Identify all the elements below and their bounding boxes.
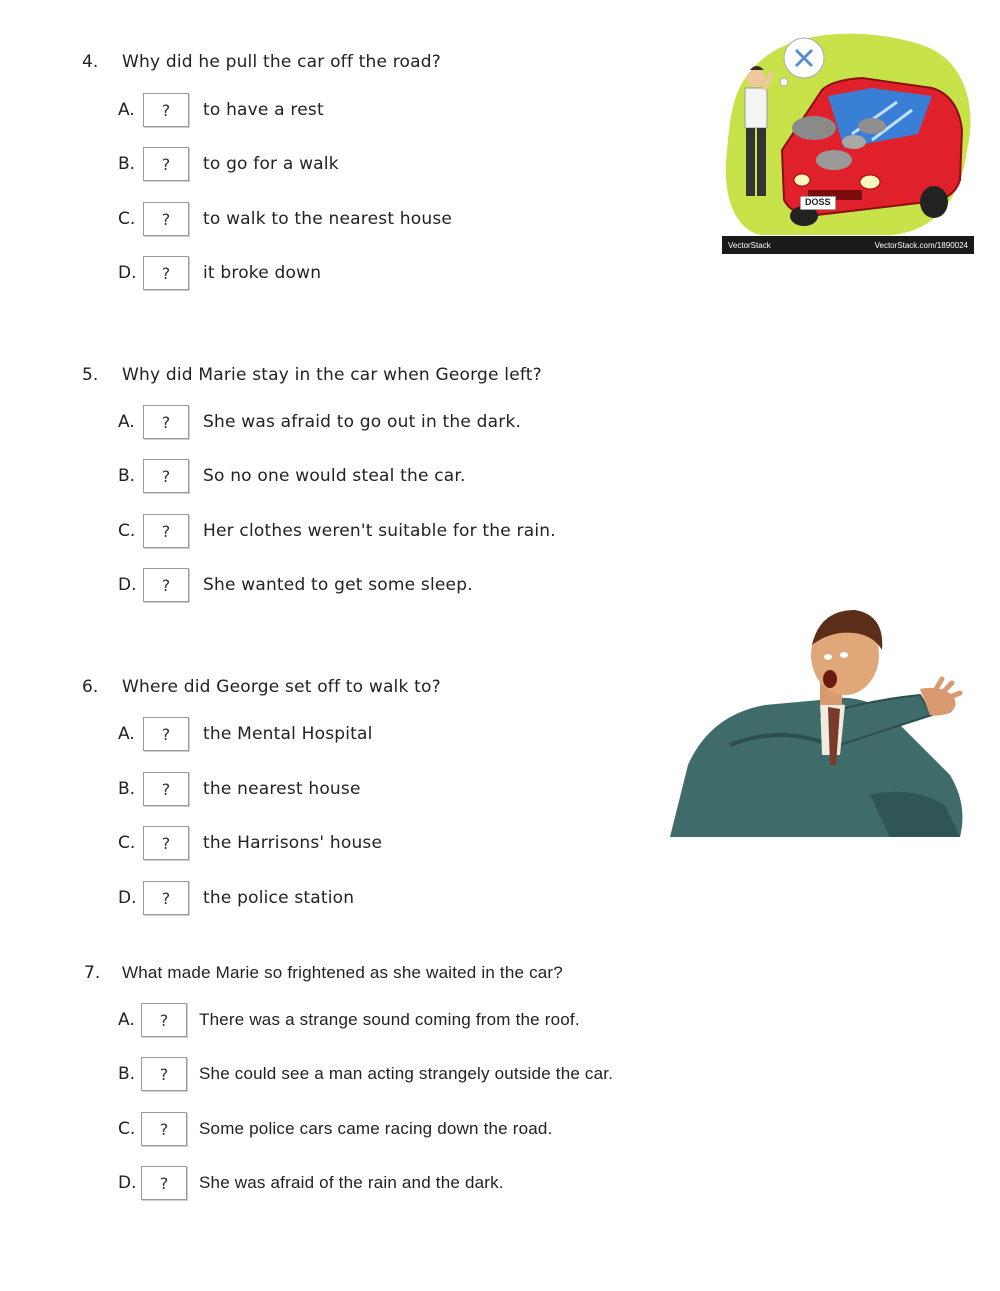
answer-box-q7-d[interactable]: ? (141, 1166, 187, 1200)
option-text: to go for a walk (203, 154, 339, 174)
question-text: What made Marie so frightened as she waited in the car? (122, 963, 563, 982)
question-text: Why did Marie stay in the car when George left? (122, 365, 542, 385)
question-number: 7. (84, 963, 101, 983)
broken-car-image (722, 30, 974, 254)
frightened-man-illustration (670, 605, 968, 837)
option-text: There was a strange sound coming from the roof. (199, 1010, 580, 1029)
watermark-bar (722, 236, 974, 254)
option-text: Her clothes weren't suitable for the rain. (203, 521, 556, 541)
answer-box-q6-b[interactable]: ? (143, 772, 189, 806)
answer-box-q7-c[interactable]: ? (141, 1112, 187, 1146)
broken-car-illustration (722, 30, 974, 254)
answer-box-q6-c[interactable]: ? (143, 826, 189, 860)
option-letter: B. (118, 779, 136, 799)
answer-box-q5-b[interactable]: ? (143, 459, 189, 493)
answer-box-q5-a[interactable]: ? (143, 405, 189, 439)
option-letter: B. (118, 1064, 136, 1084)
option-text: She was afraid to go out in the dark. (203, 412, 522, 432)
question-number: 4. (82, 52, 99, 72)
answer-box-q5-d[interactable]: ? (143, 568, 189, 602)
answer-box-q7-b[interactable]: ? (141, 1057, 187, 1091)
license-plate-text: DOSS (805, 197, 831, 207)
question-number: 6. (82, 677, 99, 697)
option-text: Some police cars came racing down the road. (199, 1119, 553, 1138)
option-letter: D. (118, 575, 137, 595)
option-letter: D. (118, 1173, 137, 1193)
answer-box-q5-c[interactable]: ? (143, 514, 189, 548)
option-letter: B. (118, 154, 136, 174)
option-text: the Mental Hospital (203, 724, 373, 744)
watermark-url: VectorStack.com/1890024 (874, 240, 968, 250)
option-text: it broke down (203, 263, 322, 283)
answer-box-q6-d[interactable]: ? (143, 881, 189, 915)
option-text: She was afraid of the rain and the dark. (199, 1173, 504, 1192)
option-letter: C. (118, 833, 136, 853)
answer-box-q4-c[interactable]: ? (143, 202, 189, 236)
option-letter: C. (118, 1119, 136, 1139)
option-letter: A. (118, 724, 135, 744)
option-letter: B. (118, 466, 136, 486)
option-text: the Harrisons' house (203, 833, 383, 853)
option-text: the police station (203, 888, 355, 908)
option-text: to have a rest (203, 100, 324, 120)
option-letter: D. (118, 888, 137, 908)
option-text: the nearest house (203, 779, 361, 799)
option-letter: D. (118, 263, 137, 283)
answer-box-q7-a[interactable]: ? (141, 1003, 187, 1037)
option-letter: C. (118, 209, 136, 229)
question-text: Where did George set off to walk to? (122, 677, 441, 697)
answer-box-q6-a[interactable]: ? (143, 717, 189, 751)
option-text: So no one would steal the car. (203, 466, 466, 486)
watermark-logo: VectorStack (728, 240, 771, 250)
answer-box-q4-a[interactable]: ? (143, 93, 189, 127)
option-letter: A. (118, 100, 135, 120)
option-text: She wanted to get some sleep. (203, 575, 473, 595)
question-number: 5. (82, 365, 99, 385)
answer-box-q4-d[interactable]: ? (143, 256, 189, 290)
option-letter: A. (118, 412, 135, 432)
question-text: Why did he pull the car off the road? (122, 52, 441, 72)
option-text: to walk to the nearest house (203, 209, 453, 229)
option-letter: A. (118, 1010, 135, 1030)
frightened-man-image (670, 605, 968, 837)
answer-box-q4-b[interactable]: ? (143, 147, 189, 181)
option-text: She could see a man acting strangely outside the car. (199, 1064, 614, 1083)
option-letter: C. (118, 521, 136, 541)
